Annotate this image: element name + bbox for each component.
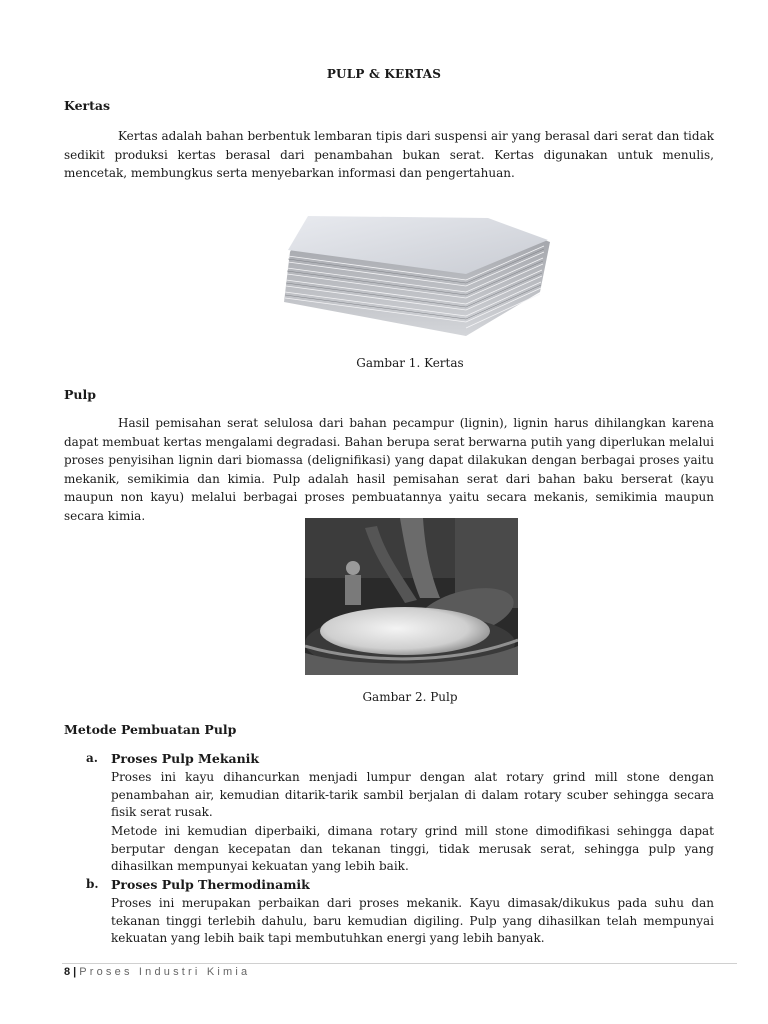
page-number: 8 <box>64 966 71 978</box>
footer-divider <box>62 963 737 964</box>
heading-pulp: Pulp <box>64 387 96 402</box>
list-marker-b: b. <box>86 877 99 891</box>
heading-metode: Metode Pembuatan Pulp <box>64 722 237 737</box>
paragraph-kertas-text: Kertas adalah bahan berbentuk lembaran tipis dari suspensi air yang berasal dari serat dan tidak sedikit produksi kertas berasal dari penambahan bukan serat. Kertas digunakan untuk menulis, mencetak, membungkus serta menyebarkan informasi dan pengertahuan. <box>64 129 714 180</box>
list-a-paragraph-1: Proses ini kayu dihancurkan menjadi lumpur dengan alat rotary grind mill stone dengan penambahan air, kemudian ditarik-tarik sambil berjalan di dalam rotary scuber sehingga secara fisik serat rusak. <box>111 770 714 819</box>
list-a-paragraph-2: Metode ini kemudian diperbaiki, dimana rotary grind mill stone dimodifikasi sehingga dapat berputar dengan kecepatan dan tekanan tinggi, tidak merusak serat, sehingga pulp yang dihasilkan mempunyai kekuatan yang lebih baik. <box>111 824 714 873</box>
figure-caption-kertas: Gambar 1. Kertas <box>356 356 464 370</box>
list-title-a: Proses Pulp Mekanik <box>111 751 260 766</box>
page-footer <box>64 966 250 978</box>
document-title: PULP & KERTAS <box>326 67 442 81</box>
list-marker-a: a. <box>86 751 98 765</box>
footer-separator: | <box>73 966 77 978</box>
paper-stack-image <box>278 210 558 345</box>
list-b-paragraph-1: Proses ini merupakan perbaikan dari proses mekanik. Kayu dimasak/dikukus pada suhu dan tekanan tinggi terlebih dahulu, baru kemudian digiling. Pulp yang dihasilkan telah mempunyai kekuatan yang lebih baik tapi membutuhkan energi yang lebih banyak. <box>111 896 714 945</box>
paragraph-pulp <box>64 414 714 525</box>
heading-kertas: Kertas <box>64 98 111 113</box>
footer-text: Proses Industri Kimia <box>79 966 251 978</box>
pulp-photo-image <box>305 518 518 675</box>
paragraph-kertas <box>64 127 714 183</box>
list-title-b: Proses Pulp Thermodinamik <box>111 877 310 892</box>
paragraph-pulp-text: Hasil pemisahan serat selulosa dari bahan pecampur (lignin), lignin harus dihilangkan karena dapat membuat kertas mengalami degradasi. Bahan berupa serat berwarna putih yang diperlukan melalui proses penyisihan lignin dari biomassa (delignifikasi) yang dapat dilakukan dengan berbagai proses yaitu mekanik, semikimia dan kimia. Pulp adalah hasil pemisahan serat dari bahan baku berserat (kayu maupun non kayu) melalui berbagai proses pembuatannya yaitu secara mekanis, semikimia maupun secara kimia. <box>64 416 714 523</box>
figure-caption-pulp: Gambar 2. Pulp <box>362 690 458 704</box>
